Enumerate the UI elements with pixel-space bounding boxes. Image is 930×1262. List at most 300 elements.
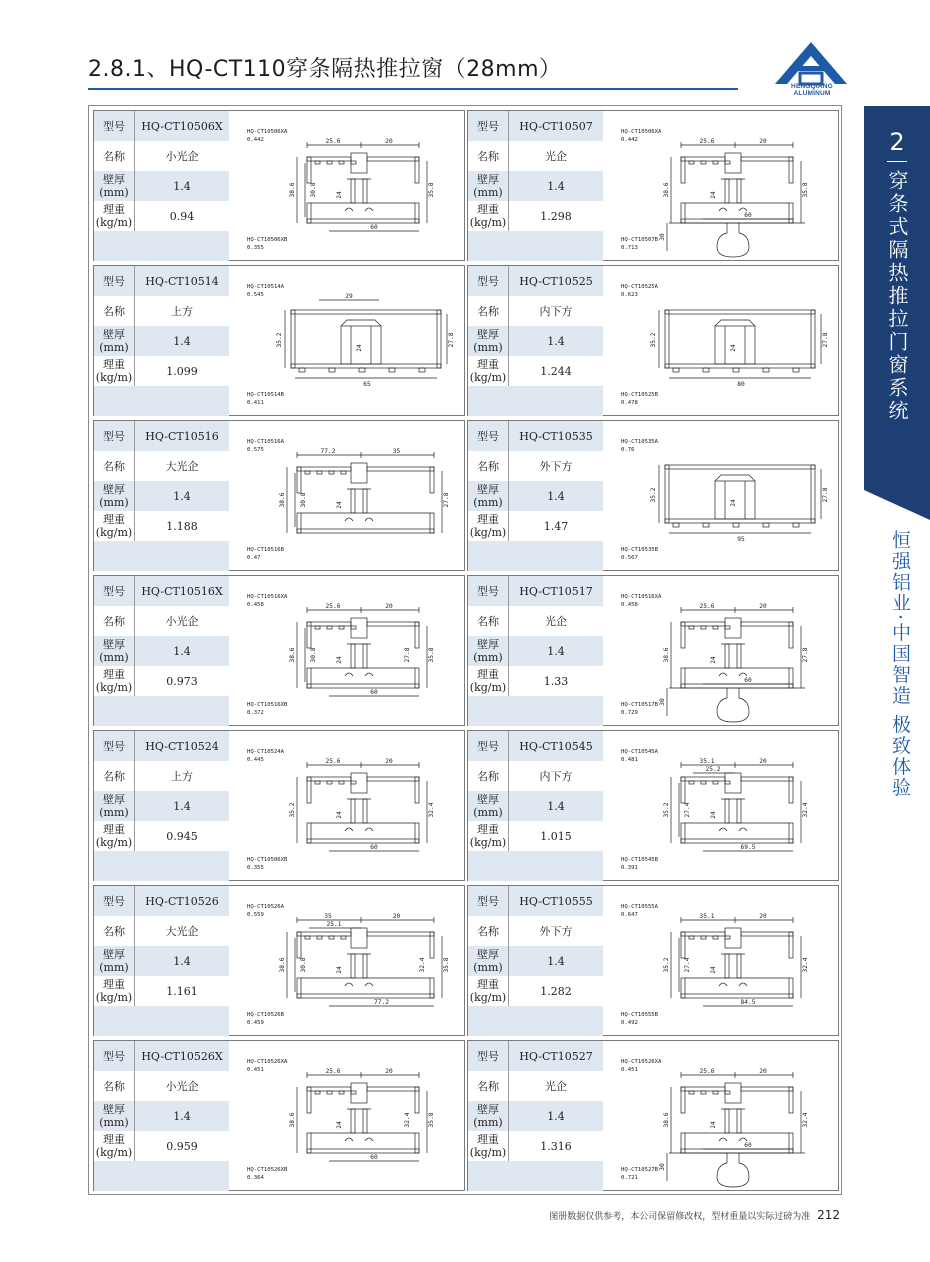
spec-row-thickness [468, 326, 603, 356]
spec-label-model: 型号 [94, 421, 135, 451]
spec-label-weight: 理重 (kg/m) [94, 976, 135, 1006]
dimension-label: 35.2 [650, 487, 657, 503]
spec-value-name: 小光企 [135, 141, 229, 171]
part-a-weight: 0.647 [621, 912, 638, 918]
dimension-label: 77.2 [374, 999, 389, 1006]
profile-section-drawing [659, 465, 821, 533]
part-a-weight: 0.545 [247, 292, 264, 298]
profile-drawing [603, 421, 838, 570]
dimension-label: 38.6 [663, 182, 670, 198]
spec-value-thickness: 1.4 [509, 636, 603, 666]
dimension-label: 38.6 [289, 1112, 296, 1128]
dimension-label: 24 [356, 344, 363, 352]
spec-label-thickness: 壁厚 (mm) [468, 481, 509, 511]
spec-filler [94, 1006, 229, 1036]
dimension-label: 29 [345, 293, 353, 300]
dimension-label: 24 [710, 811, 717, 819]
spec-filler [468, 1161, 603, 1191]
spec-filler [468, 541, 603, 571]
spec-value-weight: 0.945 [135, 821, 229, 851]
spec-value-model: HQ-CT10526X [135, 1041, 229, 1071]
profile-cross-section [229, 886, 464, 1035]
spec-label-model: 型号 [468, 731, 509, 761]
dimension-label: 38.6 [289, 182, 296, 198]
profile-cross-section [603, 576, 838, 725]
part-b-code: HQ-CT10517B [621, 702, 659, 708]
part-b-weight: 0.478 [621, 400, 638, 406]
spec-row-name [94, 451, 229, 481]
spec-value-weight: 1.015 [509, 821, 603, 851]
part-a-weight: 0.623 [621, 292, 638, 298]
part-a-weight: 0.559 [247, 912, 264, 918]
profile-section-drawing [659, 310, 821, 378]
spec-row-weight [94, 511, 229, 541]
dimension-label: 32.4 [428, 802, 435, 818]
dimension-label: 20 [759, 138, 767, 145]
spec-row-name [468, 761, 603, 791]
dimension-label: 35.1 [699, 913, 715, 920]
spec-row-name [468, 606, 603, 636]
profile-cross-section [229, 1041, 464, 1190]
spec-label-name: 名称 [468, 141, 509, 171]
spec-filler [94, 851, 229, 881]
spec-value-model: HQ-CT10527 [509, 1041, 603, 1071]
spec-value-name: 外下方 [509, 916, 603, 946]
part-a-code: HQ-CT10555A [621, 904, 659, 910]
spec-label-weight: 理重 (kg/m) [468, 511, 509, 541]
spec-label-thickness: 壁厚 (mm) [94, 326, 135, 356]
spec-label-weight: 理重 (kg/m) [94, 1131, 135, 1161]
part-b-code: HQ-CT10526B [247, 1012, 285, 1018]
part-b-weight: 0.411 [247, 400, 264, 406]
dimension-label: 30.8 [310, 647, 317, 663]
dimension-label: 32.4 [802, 957, 809, 973]
dimension-label: 30 [659, 698, 666, 706]
spec-value-model: HQ-CT10524 [135, 731, 229, 761]
dimension-label: 30.8 [310, 182, 317, 198]
profile-section-drawing [287, 452, 442, 533]
dimension-label: 27.8 [448, 332, 455, 348]
spec-label-thickness: 壁厚 (mm) [94, 946, 135, 976]
section-title-text: 穿条式隔热推拉门窗系统 [885, 170, 909, 423]
spec-row-name [468, 1071, 603, 1101]
spec-label-model: 型号 [468, 421, 509, 451]
profile-drawing [603, 886, 838, 1035]
spec-table [468, 886, 603, 1035]
spec-label-model: 型号 [468, 111, 509, 141]
spec-label-model: 型号 [94, 111, 135, 141]
spec-row-thickness [468, 171, 603, 201]
dimension-label: 30.8 [300, 492, 307, 508]
part-b-weight: 0.567 [621, 555, 638, 561]
spec-row-name [94, 1071, 229, 1101]
spec-row-model [468, 266, 603, 296]
dimension-label: 27.8 [404, 647, 411, 663]
spec-value-weight: 0.959 [135, 1131, 229, 1161]
part-b-code: HQ-CT10506XB [247, 237, 288, 243]
spec-table [468, 266, 603, 415]
spec-value-name: 上方 [135, 296, 229, 326]
part-b-code: HQ-CT10507B [621, 237, 659, 243]
dimension-label: 25.6 [325, 1068, 341, 1075]
spec-value-weight: 1.298 [509, 201, 603, 231]
part-a-code: HQ-CT10516XA [621, 594, 662, 600]
spec-row-thickness [94, 171, 229, 201]
spec-value-thickness: 1.4 [135, 481, 229, 511]
spec-row-thickness [468, 481, 603, 511]
section-number: 2 [889, 128, 905, 156]
part-a-code: HQ-CT10516XA [247, 594, 288, 600]
spec-row-model [94, 576, 229, 606]
spec-value-model: HQ-CT10507 [509, 111, 603, 141]
profile-drawing [603, 1041, 838, 1190]
spec-value-thickness: 1.4 [509, 171, 603, 201]
profile-drawing [603, 266, 838, 415]
spec-value-model: HQ-CT10506X [135, 111, 229, 141]
page-number: 212 [817, 1208, 840, 1222]
spec-label-thickness: 壁厚 (mm) [468, 636, 509, 666]
part-a-weight: 0.76 [621, 447, 635, 453]
profile-cross-section [603, 731, 838, 880]
spec-label-thickness: 壁厚 (mm) [468, 171, 509, 201]
spec-label-name: 名称 [94, 1071, 135, 1101]
spec-table [468, 111, 603, 260]
spec-filler [94, 541, 229, 571]
dimension-label: 27.4 [684, 957, 691, 973]
part-a-code: HQ-CT10526XA [247, 1059, 288, 1065]
spec-row-thickness [468, 946, 603, 976]
dimension-label: 20 [385, 1068, 393, 1075]
spec-row-model [94, 1041, 229, 1071]
spec-label-name: 名称 [468, 296, 509, 326]
spec-row-weight [468, 821, 603, 851]
dimension-label: 60 [370, 844, 378, 851]
spec-table [94, 421, 229, 570]
spec-label-weight: 理重 (kg/m) [468, 976, 509, 1006]
profile-cross-section [603, 886, 838, 1035]
dimension-label: 35.2 [276, 332, 283, 348]
spec-row-thickness [468, 791, 603, 821]
spec-row-thickness [94, 636, 229, 666]
spec-row-weight [94, 1131, 229, 1161]
footer-note: 图册数据仅供参考，本公司保留修改权，型材重量以实际过磅为准 [549, 1212, 811, 1222]
profile-card [93, 1040, 465, 1191]
dimension-label: 38.6 [279, 492, 286, 508]
part-b-code: HQ-CT10514B [247, 392, 285, 398]
dimension-label: 24 [336, 501, 343, 509]
dimension-label: 30.8 [300, 957, 307, 973]
dimension-label: 35.8 [428, 182, 435, 198]
dimension-label: 60 [744, 212, 752, 219]
profile-drawing [229, 421, 464, 570]
spec-label-model: 型号 [94, 1041, 135, 1071]
dimension-label: 32.4 [404, 1112, 411, 1128]
spec-label-weight: 理重 (kg/m) [94, 821, 135, 851]
dimension-label: 20 [759, 603, 767, 610]
dimension-label: 24 [336, 811, 343, 819]
dimension-label: 65 [363, 381, 371, 388]
spec-value-name: 内下方 [509, 761, 603, 791]
spec-label-model: 型号 [468, 886, 509, 916]
spec-row-name [94, 761, 229, 791]
spec-value-thickness: 1.4 [135, 1101, 229, 1131]
spec-filler [94, 696, 229, 726]
spec-label-thickness: 壁厚 (mm) [94, 791, 135, 821]
profile-drawing [229, 1041, 464, 1190]
profile-card [467, 420, 839, 571]
spec-label-name: 名称 [468, 761, 509, 791]
spec-row-weight [468, 201, 603, 231]
part-a-weight: 0.451 [247, 1067, 264, 1073]
part-b-code: HQ-CT10516B [247, 547, 285, 553]
dimension-label: 24 [710, 1121, 717, 1129]
part-b-code: HQ-CT10535B [621, 547, 659, 553]
spec-value-weight: 0.94 [135, 201, 229, 231]
dimension-label: 25.6 [325, 603, 341, 610]
profile-cross-section [603, 421, 838, 570]
sidebar-slogan: 恒强铝业·中国智造 极致体验 [889, 530, 911, 799]
dimension-label: 20 [759, 1068, 767, 1075]
dimension-label: 35.1 [699, 758, 715, 765]
spec-row-weight [94, 356, 229, 386]
spec-label-name: 名称 [94, 761, 135, 791]
spec-row-name [94, 916, 229, 946]
part-b-code: HQ-CT10527B [621, 1167, 659, 1173]
dimension-label: 38.6 [279, 957, 286, 973]
spec-value-weight: 1.244 [509, 356, 603, 386]
part-b-weight: 0.391 [621, 865, 638, 871]
dimension-label: 60 [744, 1142, 752, 1149]
section-number-rule [887, 161, 907, 162]
profile-grid [88, 105, 842, 1195]
spec-value-weight: 1.099 [135, 356, 229, 386]
dimension-label: 80 [737, 381, 745, 388]
part-b-weight: 0.372 [247, 710, 264, 716]
dimension-label: 25.6 [325, 758, 341, 765]
spec-label-model: 型号 [468, 576, 509, 606]
title-rule [88, 88, 738, 90]
spec-label-name: 名称 [94, 296, 135, 326]
part-b-weight: 0.492 [621, 1020, 638, 1026]
spec-label-weight: 理重 (kg/m) [94, 511, 135, 541]
part-a-code: HQ-CT10506XA [621, 129, 662, 135]
profile-card [467, 575, 839, 726]
part-a-code: HQ-CT10506XA [247, 129, 288, 135]
profile-cross-section [603, 266, 838, 415]
profile-card [467, 730, 839, 881]
spec-table [468, 576, 603, 725]
part-a-code: HQ-CT10526XA [621, 1059, 662, 1065]
spec-filler [468, 386, 603, 416]
spec-row-name [468, 451, 603, 481]
spec-row-weight [468, 511, 603, 541]
dimension-label: 25.2 [705, 766, 721, 773]
spec-row-thickness [94, 326, 229, 356]
spec-row-name [468, 296, 603, 326]
spec-row-weight [468, 356, 603, 386]
dimension-label: 35.2 [663, 802, 670, 818]
spec-label-weight: 理重 (kg/m) [94, 666, 135, 696]
dimension-label: 27.8 [802, 647, 809, 663]
spec-row-model [94, 111, 229, 141]
profile-section-drawing [667, 142, 805, 257]
dimension-label: 38.6 [663, 647, 670, 663]
dimension-label: 69.5 [740, 844, 756, 851]
spec-value-weight: 1.316 [509, 1131, 603, 1161]
dimension-label: 60 [370, 1154, 378, 1161]
dimension-label: 20 [385, 758, 393, 765]
part-a-weight: 0.458 [621, 602, 638, 608]
dimension-label: 60 [744, 677, 752, 684]
spec-row-model [468, 731, 603, 761]
dimension-label: 27.8 [822, 332, 829, 348]
profile-cross-section [603, 1041, 838, 1190]
profile-cross-section [229, 576, 464, 725]
spec-value-thickness: 1.4 [509, 1101, 603, 1131]
profile-drawing [229, 576, 464, 725]
dimension-label: 35.2 [289, 802, 296, 818]
spec-row-name [94, 296, 229, 326]
profile-section-drawing [667, 1072, 805, 1187]
dimension-label: 35.8 [802, 182, 809, 198]
part-a-code: HQ-CT10526A [247, 904, 285, 910]
spec-value-name: 内下方 [509, 296, 603, 326]
profile-card [467, 110, 839, 261]
dimension-label: 24 [710, 966, 717, 974]
spec-value-thickness: 1.4 [509, 791, 603, 821]
dimension-label: 25.6 [325, 138, 341, 145]
profile-card [93, 110, 465, 261]
spec-row-thickness [94, 791, 229, 821]
profile-cross-section [229, 421, 464, 570]
part-a-weight: 0.575 [247, 447, 264, 453]
spec-filler [94, 231, 229, 261]
part-a-code: HQ-CT10516A [247, 439, 285, 445]
spec-value-name: 大光企 [135, 451, 229, 481]
spec-value-name: 光企 [509, 606, 603, 636]
spec-table [94, 576, 229, 725]
spec-label-model: 型号 [94, 266, 135, 296]
part-b-code: HQ-CT10516XB [247, 702, 288, 708]
profile-card [93, 730, 465, 881]
spec-value-weight: 1.161 [135, 976, 229, 1006]
spec-row-model [468, 1041, 603, 1071]
dimension-label: 95 [737, 536, 745, 543]
dimension-label: 24 [730, 499, 737, 507]
spec-row-model [468, 111, 603, 141]
footer [0, 1208, 840, 1222]
dimension-label: 24 [730, 344, 737, 352]
spec-row-name [468, 141, 603, 171]
dimension-label: 25.6 [699, 1068, 715, 1075]
profile-drawing [229, 731, 464, 880]
part-b-weight: 0.47 [247, 555, 261, 561]
dimension-label: 35 [324, 913, 332, 920]
profile-card [93, 265, 465, 416]
part-a-code: HQ-CT10514A [247, 284, 285, 290]
profile-cross-section [229, 266, 464, 415]
part-a-code: HQ-CT10524A [247, 749, 285, 755]
dimension-label: 35.2 [650, 332, 657, 348]
dimension-label: 35.8 [428, 1112, 435, 1128]
spec-table [94, 731, 229, 880]
spec-value-model: HQ-CT10514 [135, 266, 229, 296]
spec-row-weight [94, 201, 229, 231]
spec-label-thickness: 壁厚 (mm) [94, 171, 135, 201]
spec-row-model [94, 266, 229, 296]
spec-row-weight [94, 976, 229, 1006]
part-b-code: HQ-CT10555B [621, 1012, 659, 1018]
spec-value-model: HQ-CT10535 [509, 421, 603, 451]
spec-value-model: HQ-CT10545 [509, 731, 603, 761]
profile-card [467, 885, 839, 1036]
dimension-label: 20 [759, 913, 767, 920]
dimension-label: 25.1 [326, 921, 342, 928]
spec-label-weight: 理重 (kg/m) [468, 356, 509, 386]
spec-table [468, 1041, 603, 1190]
part-b-weight: 0.459 [247, 1020, 264, 1026]
spec-value-name: 光企 [509, 141, 603, 171]
spec-row-thickness [468, 636, 603, 666]
profile-drawing [603, 111, 838, 260]
part-a-weight: 0.442 [247, 137, 264, 143]
spec-table [94, 111, 229, 260]
profile-card [467, 1040, 839, 1191]
spec-label-name: 名称 [94, 916, 135, 946]
spec-filler [468, 696, 603, 726]
spec-label-weight: 理重 (kg/m) [468, 666, 509, 696]
part-b-weight: 0.713 [621, 245, 638, 251]
spec-label-model: 型号 [468, 266, 509, 296]
spec-label-thickness: 壁厚 (mm) [468, 946, 509, 976]
part-b-weight: 0.364 [247, 1175, 264, 1181]
spec-filler [468, 851, 603, 881]
spec-value-thickness: 1.4 [135, 946, 229, 976]
spec-label-thickness: 壁厚 (mm) [94, 636, 135, 666]
dimension-label: 24 [710, 656, 717, 664]
profile-drawing [229, 886, 464, 1035]
spec-value-model: HQ-CT10526 [135, 886, 229, 916]
part-a-weight: 0.445 [247, 757, 264, 763]
spec-value-name: 小光企 [135, 606, 229, 636]
spec-row-weight [94, 666, 229, 696]
spec-value-thickness: 1.4 [509, 946, 603, 976]
part-b-weight: 0.729 [621, 710, 638, 716]
profile-card [93, 575, 465, 726]
part-b-weight: 0.355 [247, 865, 264, 871]
spec-value-thickness: 1.4 [135, 326, 229, 356]
spec-row-name [94, 606, 229, 636]
profile-cross-section [603, 111, 838, 260]
spec-value-thickness: 1.4 [135, 791, 229, 821]
spec-value-weight: 1.33 [509, 666, 603, 696]
spec-label-thickness: 壁厚 (mm) [94, 481, 135, 511]
dimension-label: 35.2 [663, 957, 670, 973]
spec-table [94, 886, 229, 1035]
spec-filler [94, 386, 229, 416]
part-a-code: HQ-CT10545A [621, 749, 659, 755]
dimension-label: 35 [392, 448, 401, 455]
dimension-label: 20 [385, 603, 393, 610]
profile-drawing [229, 266, 464, 415]
dimension-label: 20 [759, 758, 767, 765]
spec-value-name: 外下方 [509, 451, 603, 481]
dimension-label: 25.6 [699, 603, 715, 610]
dimension-label: 30 [659, 1163, 666, 1171]
spec-value-weight: 1.188 [135, 511, 229, 541]
profile-card [93, 420, 465, 571]
spec-value-thickness: 1.4 [509, 481, 603, 511]
